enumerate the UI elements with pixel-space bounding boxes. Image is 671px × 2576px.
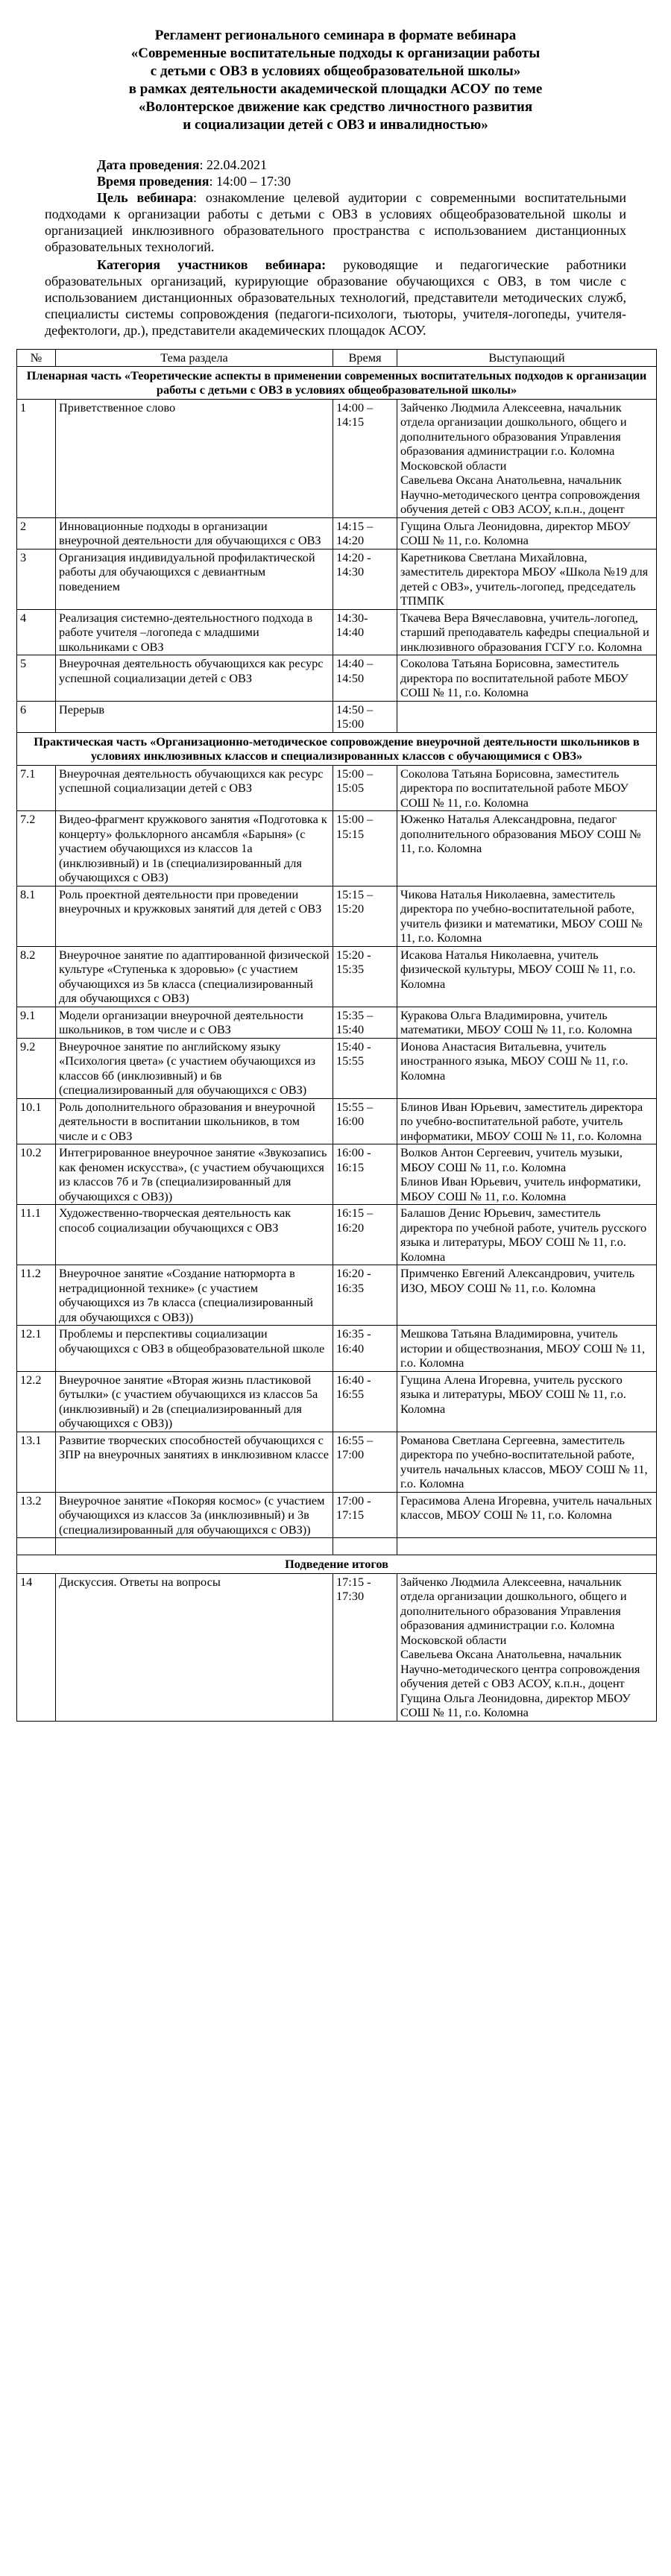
- row-speaker: [397, 1573, 657, 1721]
- event-date: [45, 157, 626, 173]
- section-row-plenary: [17, 366, 657, 399]
- row-speaker: [397, 1492, 657, 1538]
- row-number: 14: [17, 1573, 56, 1721]
- row-number: 1: [17, 399, 56, 517]
- speaker-entry: Волков Антон Сергеевич, учитель музыки, МБОУ СОШ № 11, г.о. Коломна: [400, 1145, 623, 1174]
- row-time: 15:00 – 15:05: [333, 765, 397, 811]
- empty-cell: [397, 1538, 657, 1555]
- row-topic: Перерыв: [56, 701, 333, 732]
- empty-row: [17, 1538, 657, 1555]
- row-speaker: [397, 1371, 657, 1432]
- row-topic: Внеурочное занятие по английскому языку «Психология цвета» (с участием обучающихся из классов 6б (инклюзивный) и 6в (специализированный для обучающихся с ОВЗ): [56, 1038, 333, 1098]
- table-row: [17, 1098, 657, 1144]
- title-line: «Современные воспитательные подходы к организации работы: [130, 45, 541, 61]
- speaker-entry: Зайченко Людмила Алексеевна, начальник отдела организации дошкольного, общего и дополнительного образования Управления образования администрации г.о. Коломна Московской области: [400, 400, 627, 473]
- row-topic: Реализация системно-деятельностного подхода в работе учителя –логопеда с младшими школьниками с ОВЗ: [56, 609, 333, 655]
- speaker-entry: Каретникова Светлана Михайловна, заместитель директора МБОУ «Школа №19 для детей с ОВЗ», учитель-логопед, председатель ТПМПК: [400, 549, 649, 608]
- speaker-entry: Зайченко Людмила Алексеевна, начальник отдела организации дошкольного, общего и дополнительного образования Управления образования администрации г.о. Коломна Московской области: [400, 1574, 627, 1647]
- table-row: [17, 701, 657, 732]
- time-value: : 14:00 – 17:30: [209, 174, 292, 189]
- table-row: [17, 1573, 657, 1721]
- speaker-entry: Ткачева Вера Вячеславовна, учитель-логопед, старший преподаватель кафедры специальной и инклюзивного образования ГСГУ г.о. Коломна: [400, 610, 649, 654]
- row-speaker: [397, 609, 657, 655]
- row-topic: Внеурочное занятие «Покоряя космос» (с участием обучающихся из классов 3а (инклюзивный) и 3в (специализированный для обучающихся с ОВЗ)): [56, 1492, 333, 1538]
- date-value: : 22.04.2021: [199, 157, 267, 172]
- row-number: 9.2: [17, 1038, 56, 1098]
- row-speaker: [397, 1205, 657, 1265]
- row-speaker: [397, 1432, 657, 1492]
- row-time: 16:00 - 16:15: [333, 1144, 397, 1205]
- row-time: 15:15 – 15:20: [333, 886, 397, 946]
- table-row: [17, 811, 657, 887]
- row-speaker: [397, 517, 657, 549]
- row-topic: Видео-фрагмент кружкового занятия «Подготовка к концерту» фольклорного ансамбля «Барыня» (с участием обучающихся из классов 1а (инклюзивный) и 1в (специализированный для обучающихся с ОВЗ): [56, 811, 333, 887]
- row-number: 3: [17, 549, 56, 609]
- row-time: 14:15 – 14:20: [333, 517, 397, 549]
- table-row: [17, 886, 657, 946]
- row-topic: Развитие творческих способностей обучающихся с ЗПР на внеурочных занятиях в инклюзивном классе: [56, 1432, 333, 1492]
- row-speaker: [397, 701, 657, 732]
- time-label: Время проведения: [97, 174, 210, 189]
- title-line: и социализации детей с ОВЗ и инвалидностью»: [183, 117, 488, 133]
- row-number: 2: [17, 517, 56, 549]
- row-number: 9.1: [17, 1007, 56, 1038]
- speaker-entry: Соколова Татьяна Борисовна, заместитель директора по воспитательной работе МБОУ СОШ № 11, г.о. Коломна: [400, 656, 629, 699]
- row-time: 14:00 – 14:15: [333, 399, 397, 517]
- table-row: [17, 549, 657, 609]
- table-row: [17, 1492, 657, 1538]
- speaker-entry: Блинов Иван Юрьевич, учитель информатики, МБОУ СОШ № 11, г.о. Коломна: [400, 1174, 641, 1203]
- category-text: руководящие и педагогические работники образовательных организаций, курирующие образование обучающихся с ОВЗ, в том числе с использованием дистанционных образовательных технологий, представители методических служб, специалисты системы сопровождения (педагоги-психологи, тьюторы, учителя-логопеды, учителя-дефектологи, др.), представители академических площадок АСОУ.: [45, 257, 626, 338]
- speaker-entry: Балашов Денис Юрьевич, заместитель директора по учебной работе, учитель русского языка и литературы, МБОУ СОШ № 11, г.о. Коломна: [400, 1206, 647, 1264]
- speaker-entry: Блинов Иван Юрьевич, заместитель директора по учебно-воспитательной работе, учитель информатики, МБОУ СОШ № 11, г.о. Коломна: [400, 1099, 643, 1143]
- header-topic: Тема раздела: [56, 350, 333, 367]
- speaker-entry: Исакова Наталья Николаевна, учитель физической культуры, МБОУ СОШ № 11, г.о. Коломна: [400, 947, 636, 991]
- row-number: 8.2: [17, 946, 56, 1007]
- header-num: №: [17, 350, 56, 367]
- row-number: 13.1: [17, 1432, 56, 1492]
- row-topic: Роль дополнительного образования и внеурочной деятельности в воспитании школьников, в том числе и с ОВЗ: [56, 1098, 333, 1144]
- section-title-summary: Подведение итогов: [17, 1555, 657, 1574]
- row-number: 7.2: [17, 811, 56, 887]
- row-speaker: [397, 765, 657, 811]
- header-speaker: Выступающий: [397, 350, 657, 367]
- row-time: 14:20 - 14:30: [333, 549, 397, 609]
- section-row-summary: [17, 1555, 657, 1574]
- row-speaker: [397, 811, 657, 887]
- row-number: 4: [17, 609, 56, 655]
- row-topic: Дискуссия. Ответы на вопросы: [56, 1573, 333, 1721]
- row-time: 16:35 - 16:40: [333, 1326, 397, 1372]
- row-speaker: [397, 1144, 657, 1205]
- category-label: Категория участников вебинара:: [97, 257, 327, 272]
- event-goal: [45, 189, 626, 255]
- row-number: 13.2: [17, 1492, 56, 1538]
- row-number: 10.1: [17, 1098, 56, 1144]
- row-time: 15:00 – 15:15: [333, 811, 397, 887]
- row-number: 11.1: [17, 1205, 56, 1265]
- table-row: [17, 1432, 657, 1492]
- row-topic: Художественно-творческая деятельность как способ социализации обучающихся с ОВЗ: [56, 1205, 333, 1265]
- row-speaker: [397, 886, 657, 946]
- row-time: 16:55 – 17:00: [333, 1432, 397, 1492]
- row-topic: Внеурочная деятельность обучающихся как ресурс успешной социализации детей с ОВЗ: [56, 655, 333, 702]
- row-time: 15:40 - 15:55: [333, 1038, 397, 1098]
- event-category: [45, 256, 626, 338]
- row-topic: Внеурочное занятие «Вторая жизнь пластиковой бутылки» (с участием обучающихся из классов 5а (инклюзивный) и 2в (специализированный для обучающихся с ОВЗ)): [56, 1371, 333, 1432]
- event-meta: [45, 157, 626, 338]
- speaker-entry: Савельева Оксана Анатольевна, начальник Научно-методического центра сопровождения обучения детей с ОВЗ АСОУ, к.п.н., доцент: [400, 1647, 640, 1690]
- speaker-entry: Герасимова Алена Игоревна, учитель начальных классов, МБОУ СОШ № 11, г.о. Коломна: [400, 1493, 652, 1522]
- table-row: [17, 1144, 657, 1205]
- row-time: 14:30-14:40: [333, 609, 397, 655]
- empty-cell: [17, 1538, 56, 1555]
- table-row: [17, 655, 657, 702]
- row-time: 16:15 – 16:20: [333, 1205, 397, 1265]
- row-number: 11.2: [17, 1265, 56, 1326]
- goal-text: : ознакомление целевой аудитории с современными воспитательными подходами к организации работы с детьми с ОВЗ в условиях общеобразовательной школы и организацией инклюзивного образовательного пространства с использованием дистанционных образовательных технологий.: [45, 190, 626, 254]
- row-number: 5: [17, 655, 56, 702]
- table-row: [17, 765, 657, 811]
- header-time: Время: [333, 350, 397, 367]
- table-row: [17, 1205, 657, 1265]
- row-topic: Внеурочная деятельность обучающихся как ресурс успешной социализации детей с ОВЗ: [56, 765, 333, 811]
- speaker-entry: Чикова Наталья Николаевна, заместитель директора по учебно-воспитательной работе, учитель физики и математики, МБОУ СОШ № 11, г.о. Коломна: [400, 887, 643, 945]
- event-time: [45, 173, 626, 189]
- row-number: 7.1: [17, 765, 56, 811]
- row-number: 10.2: [17, 1144, 56, 1205]
- row-topic: Инновационные подходы в организации внеурочной деятельности для обучающихся с ОВЗ: [56, 517, 333, 549]
- table-header-row: [17, 350, 657, 367]
- row-time: 14:50 – 15:00: [333, 701, 397, 732]
- row-number: 8.1: [17, 886, 56, 946]
- row-number: 12.2: [17, 1371, 56, 1432]
- empty-cell: [333, 1538, 397, 1555]
- speaker-entry: Юженко Наталья Александровна, педагог дополнительного образования МБОУ СОШ № 11, г.о. Коломна: [400, 812, 641, 855]
- row-time: 15:35 – 15:40: [333, 1007, 397, 1038]
- row-speaker: [397, 1038, 657, 1098]
- table-row: [17, 1371, 657, 1432]
- empty-cell: [56, 1538, 333, 1555]
- row-time: 16:20 - 16:35: [333, 1265, 397, 1326]
- row-topic: Модели организации внеурочной деятельности школьников, в том числе и с ОВЗ: [56, 1007, 333, 1038]
- row-topic: Внеурочное занятие по адаптированной физической культуре «Ступенька к здоровью» (с участием обучающихся из 5в класса (специализированный для обучающихся с ОВЗ): [56, 946, 333, 1007]
- date-label: Дата проведения: [97, 157, 200, 172]
- speaker-entry: Соколова Татьяна Борисовна, заместитель директора по воспитательной работе МБОУ СОШ № 11, г.о. Коломна: [400, 766, 629, 810]
- row-speaker: [397, 399, 657, 517]
- table-row: [17, 517, 657, 549]
- row-topic: Проблемы и перспективы социализации обучающихся с ОВЗ в общеобразовательной школе: [56, 1326, 333, 1372]
- table-row: [17, 1038, 657, 1098]
- speaker-entry: Ионова Анастасия Витальевна, учитель иностранного языка, МБОУ СОШ № 11, г.о. Коломна: [400, 1039, 629, 1083]
- row-time: 15:20 - 15:35: [333, 946, 397, 1007]
- title-line: с детьми с ОВЗ в условиях общеобразовательной школы»: [150, 63, 521, 79]
- goal-label: Цель вебинара: [97, 190, 193, 205]
- speaker-entry: Савельева Оксана Анатольевна, начальник Научно-методического центра сопровождения обучения детей с ОВЗ АСОУ, к.п.н., доцент: [400, 473, 640, 516]
- title-line: Регламент регионального семинара в формате вебинара: [154, 28, 517, 43]
- row-topic: Приветственное слово: [56, 399, 333, 517]
- section-title-plenary: Пленарная часть «Теоретические аспекты в применении современных воспитательных подходов к организации работы с детьми с ОВЗ в условиях общеобразовательной школы»: [17, 366, 657, 399]
- row-speaker: [397, 549, 657, 609]
- row-speaker: [397, 1098, 657, 1144]
- row-time: 15:55 – 16:00: [333, 1098, 397, 1144]
- title-line: «Волонтерское движение как средство личностного развития: [138, 99, 533, 115]
- document-title: [89, 27, 582, 134]
- table-row: [17, 946, 657, 1007]
- row-topic: Интегрированное внеурочное занятие «Звукозапись как феномен искусства», (с участием обучающихся из классов 7б и 7в (специализированный для обучающихся с ОВЗ)): [56, 1144, 333, 1205]
- row-speaker: [397, 1265, 657, 1326]
- row-number: 12.1: [17, 1326, 56, 1372]
- row-speaker: [397, 1326, 657, 1372]
- row-speaker: [397, 1007, 657, 1038]
- row-topic: Организация индивидуальной профилактической работы для обучающихся с девиантным поведением: [56, 549, 333, 609]
- table-row: [17, 1007, 657, 1038]
- section-row-practical: [17, 732, 657, 765]
- program-table: [16, 349, 657, 1722]
- row-topic: Роль проектной деятельности при проведении внеурочных и кружковых занятий для детей с ОВЗ: [56, 886, 333, 946]
- row-time: 17:00 - 17:15: [333, 1492, 397, 1538]
- speaker-entry: Куракова Ольга Владимировна, учитель математики, МБОУ СОШ № 11, г.о. Коломна: [400, 1007, 632, 1036]
- speaker-entry: Гущина Ольга Леонидовна, директор МБОУ СОШ № 11, г.о. Коломна: [400, 518, 631, 547]
- speaker-entry: Романова Светлана Сергеевна, заместитель директора по учебно-воспитательной работе, учитель начальных классов, МБОУ СОШ № 11, г.о. Коломна: [400, 1432, 648, 1490]
- title-line: в рамках деятельности академической площадки АСОУ по теме: [128, 81, 543, 97]
- row-time: 14:40 – 14:50: [333, 655, 397, 702]
- row-time: 16:40 - 16:55: [333, 1371, 397, 1432]
- table-row: [17, 1326, 657, 1372]
- speaker-entry: Примченко Евгений Александрович, учитель ИЗО, МБОУ СОШ № 11, г.о. Коломна: [400, 1266, 635, 1295]
- table-row: [17, 1265, 657, 1326]
- table-row: [17, 609, 657, 655]
- speaker-entry: Мешкова Татьяна Владимировна, учитель истории и обществознания, МБОУ СОШ № 11, г.о. Коломна: [400, 1326, 646, 1370]
- row-topic: Внеурочное занятие «Создание натюрморта в нетрадиционной технике» (с участием обучающихся из 7в класса (специализированный для обучающихся с ОВЗ)): [56, 1265, 333, 1326]
- row-speaker: [397, 655, 657, 702]
- table-body: [17, 366, 657, 1721]
- row-time: 17:15 - 17:30: [333, 1573, 397, 1721]
- speaker-entry: Гущина Алена Игоревна, учитель русского языка и литературы, МБОУ СОШ № 11, г.о. Коломна: [400, 1372, 626, 1416]
- table-row: [17, 399, 657, 517]
- speaker-entry: Гущина Ольга Леонидовна, директор МБОУ СОШ № 11, г.о. Коломна: [400, 1690, 631, 1719]
- section-title-practical: Практическая часть «Организационно-методическое сопровождение внеурочной деятельности школьников в условиях инклюзивных классов и специализированных классов с обучающимися с ОВЗ»: [17, 732, 657, 765]
- row-speaker: [397, 946, 657, 1007]
- row-number: 6: [17, 701, 56, 732]
